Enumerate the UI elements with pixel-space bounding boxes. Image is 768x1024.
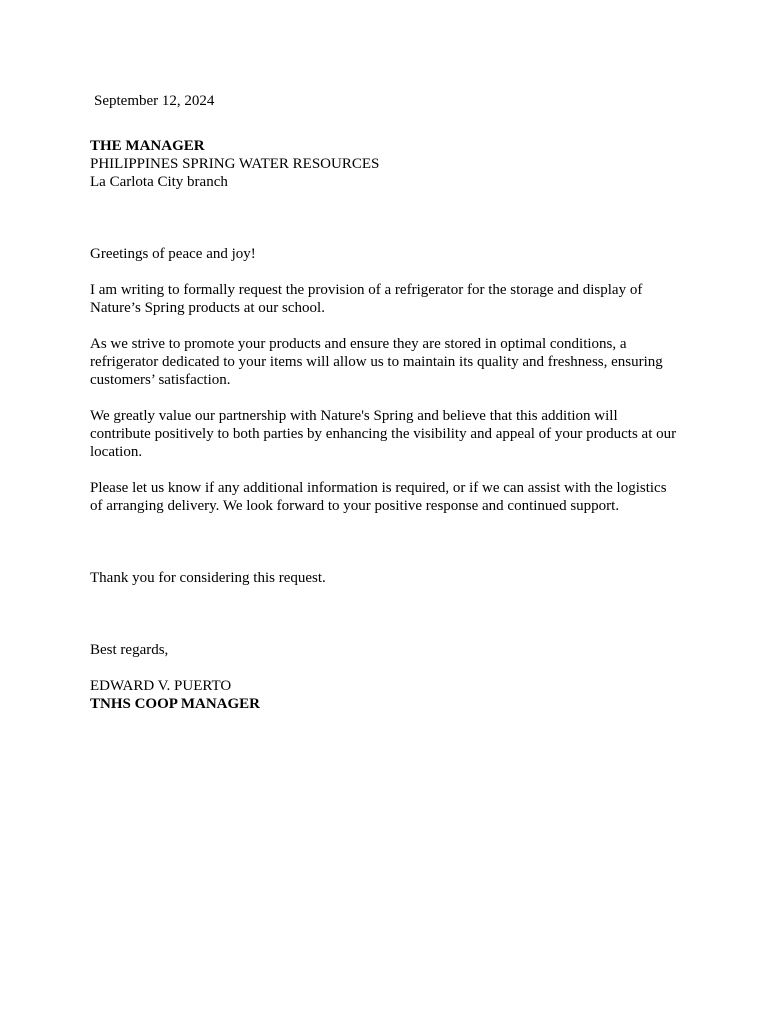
recipient-organization: PHILIPPINES SPRING WATER RESOURCES	[90, 156, 380, 172]
letter-date: September 12, 2024	[94, 93, 215, 109]
greeting: Greetings of peace and joy!	[90, 246, 256, 262]
recipient-branch: La Carlota City branch	[90, 174, 228, 190]
signatory-position: TNHS COOP MANAGER	[90, 696, 261, 712]
closing-line: Best regards,	[90, 642, 169, 658]
recipient-title: THE MANAGER	[90, 138, 205, 154]
signature-block	[90, 677, 680, 713]
thanks-line: Thank you for considering this request.	[90, 570, 326, 586]
paragraph-2: As we strive to promote your products and ensure they are stored in optimal conditions, a refrigerator dedicated to your items will allow us to maintain its quality and freshness, ensuring customers’ satisfaction.	[90, 336, 663, 388]
signatory-name: EDWARD V. PUERTO	[90, 678, 232, 694]
letter-body	[90, 92, 680, 713]
paragraph-3: We greatly value our partnership with Nature's Spring and believe that this addition will contribute positively to both parties by enhancing the visibility and appeal of your products at our location.	[90, 408, 677, 460]
paragraph-1: I am writing to formally request the provision of a refrigerator for the storage and display of Nature’s Spring products at our school.	[90, 282, 643, 316]
paragraph-4: Please let us know if any additional information is required, or if we can assist with the logistics of arranging delivery. We look forward to your positive response and continued support.	[90, 480, 667, 514]
recipient-block	[90, 137, 680, 191]
